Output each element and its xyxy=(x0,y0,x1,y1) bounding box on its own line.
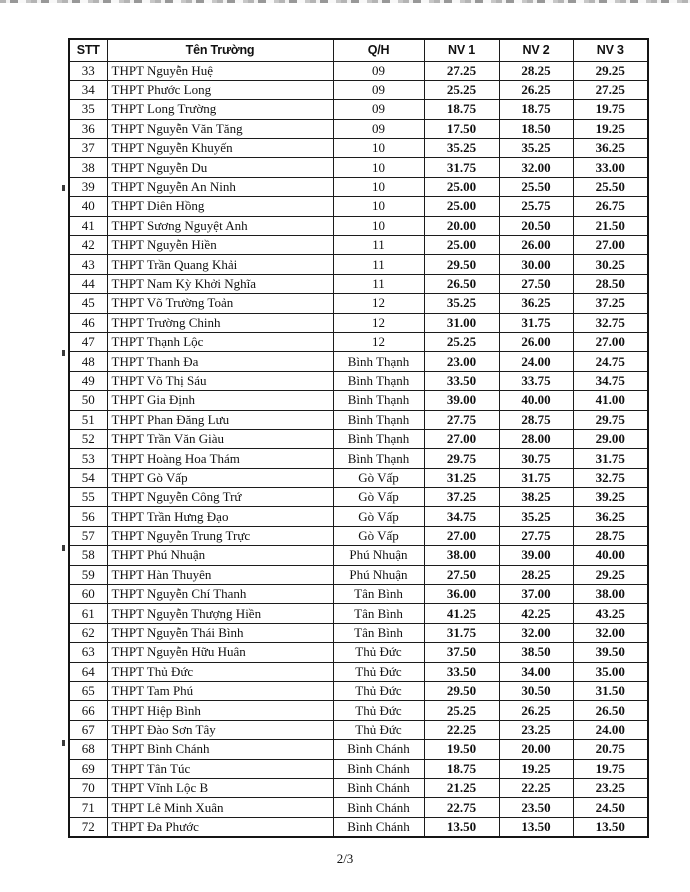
table-row xyxy=(69,449,648,468)
cell-stt: 70 xyxy=(69,778,107,797)
cell-nv2-score: 37.00 xyxy=(499,585,573,604)
table-row xyxy=(69,332,648,351)
cell-school-name: THPT Nguyễn Hữu Huân xyxy=(107,643,333,662)
cell-stt: 56 xyxy=(69,507,107,526)
cell-stt: 47 xyxy=(69,332,107,351)
cell-nv3-score: 33.00 xyxy=(573,158,648,177)
cell-district: Thủ Đức xyxy=(333,701,424,720)
cell-school-name: THPT Nguyễn Chí Thanh xyxy=(107,585,333,604)
cell-nv2-score: 35.25 xyxy=(499,507,573,526)
cell-school-name: THPT Thủ Đức xyxy=(107,662,333,681)
table-row xyxy=(69,798,648,817)
cell-nv3-score: 29.25 xyxy=(573,61,648,80)
table-row xyxy=(69,623,648,642)
cell-nv2-score: 26.25 xyxy=(499,80,573,99)
cell-nv3-score: 26.50 xyxy=(573,701,648,720)
cell-nv2-score: 27.50 xyxy=(499,274,573,293)
column-header-nv1: NV 1 xyxy=(424,39,499,61)
cell-district: Bình Thạnh xyxy=(333,391,424,410)
table-row xyxy=(69,604,648,623)
cell-stt: 57 xyxy=(69,526,107,545)
cell-stt: 40 xyxy=(69,197,107,216)
scan-artifact xyxy=(62,740,65,746)
cell-nv2-score: 34.00 xyxy=(499,662,573,681)
column-header-stt: STT xyxy=(69,39,107,61)
cell-school-name: THPT Phú Nhuận xyxy=(107,546,333,565)
table-row xyxy=(69,682,648,701)
table-row xyxy=(69,507,648,526)
table-row xyxy=(69,255,648,274)
cell-nv2-score: 26.00 xyxy=(499,332,573,351)
cell-district: Bình Thạnh xyxy=(333,449,424,468)
cell-school-name: THPT Sương Nguyệt Anh xyxy=(107,216,333,235)
column-header-nv3: NV 3 xyxy=(573,39,648,61)
cell-nv1-score: 33.50 xyxy=(424,371,499,390)
cell-district: 09 xyxy=(333,80,424,99)
cell-stt: 58 xyxy=(69,546,107,565)
table-row xyxy=(69,468,648,487)
cell-district: 12 xyxy=(333,313,424,332)
cell-stt: 51 xyxy=(69,410,107,429)
cell-district: Bình Thạnh xyxy=(333,352,424,371)
cell-stt: 33 xyxy=(69,61,107,80)
cell-district: Thủ Đức xyxy=(333,662,424,681)
cell-nv1-score: 35.25 xyxy=(424,139,499,158)
cell-nv1-score: 25.25 xyxy=(424,701,499,720)
table-row xyxy=(69,352,648,371)
table-row xyxy=(69,585,648,604)
cell-school-name: THPT Nguyễn Thượng Hiền xyxy=(107,604,333,623)
cell-school-name: THPT Trần Quang Khải xyxy=(107,255,333,274)
scan-artifact xyxy=(62,545,65,551)
table-row xyxy=(69,488,648,507)
table-row xyxy=(69,158,648,177)
cell-stt: 52 xyxy=(69,429,107,448)
cell-school-name: THPT Thanh Đa xyxy=(107,352,333,371)
cell-stt: 53 xyxy=(69,449,107,468)
cell-stt: 68 xyxy=(69,740,107,759)
cell-nv2-score: 26.00 xyxy=(499,236,573,255)
cell-nv2-score: 26.25 xyxy=(499,701,573,720)
cell-district: 11 xyxy=(333,255,424,274)
cell-district: 10 xyxy=(333,216,424,235)
cell-district: Phú Nhuận xyxy=(333,565,424,584)
cell-nv2-score: 31.75 xyxy=(499,313,573,332)
cell-stt: 50 xyxy=(69,391,107,410)
cell-nv1-score: 27.50 xyxy=(424,565,499,584)
cell-nv3-score: 38.00 xyxy=(573,585,648,604)
cell-nv1-score: 25.25 xyxy=(424,80,499,99)
cell-nv2-score: 33.75 xyxy=(499,371,573,390)
cell-nv1-score: 31.75 xyxy=(424,158,499,177)
cell-nv2-score: 20.00 xyxy=(499,740,573,759)
cell-district: Bình Chánh xyxy=(333,778,424,797)
cell-district: Bình Thạnh xyxy=(333,410,424,429)
table-row xyxy=(69,662,648,681)
cell-nv1-score: 22.75 xyxy=(424,798,499,817)
cell-nv3-score: 39.50 xyxy=(573,643,648,662)
cell-school-name: THPT Trần Văn Giàu xyxy=(107,429,333,448)
cell-stt: 62 xyxy=(69,623,107,642)
cell-nv3-score: 32.75 xyxy=(573,313,648,332)
cell-nv2-score: 13.50 xyxy=(499,817,573,836)
cell-district: Thủ Đức xyxy=(333,682,424,701)
cell-nv3-score: 36.25 xyxy=(573,139,648,158)
cell-stt: 63 xyxy=(69,643,107,662)
cell-district: Gò Vấp xyxy=(333,526,424,545)
cell-stt: 59 xyxy=(69,565,107,584)
table-row xyxy=(69,643,648,662)
cell-nv2-score: 27.75 xyxy=(499,526,573,545)
cell-nv2-score: 28.75 xyxy=(499,410,573,429)
cell-nv3-score: 23.25 xyxy=(573,778,648,797)
cell-district: 11 xyxy=(333,274,424,293)
cell-nv2-score: 23.50 xyxy=(499,798,573,817)
cell-nv2-score: 19.25 xyxy=(499,759,573,778)
cell-district: Gò Vấp xyxy=(333,488,424,507)
cell-nv1-score: 27.00 xyxy=(424,429,499,448)
cell-district: 09 xyxy=(333,119,424,138)
cell-district: Bình Chánh xyxy=(333,798,424,817)
table-row xyxy=(69,274,648,293)
cell-nv2-score: 18.50 xyxy=(499,119,573,138)
cell-nv2-score: 30.50 xyxy=(499,682,573,701)
cell-district: Phú Nhuận xyxy=(333,546,424,565)
cell-nv3-score: 37.25 xyxy=(573,294,648,313)
cell-stt: 41 xyxy=(69,216,107,235)
cell-nv1-score: 17.50 xyxy=(424,119,499,138)
table-row xyxy=(69,740,648,759)
cell-school-name: THPT Thạnh Lộc xyxy=(107,332,333,351)
cell-nv1-score: 22.25 xyxy=(424,720,499,739)
cell-stt: 54 xyxy=(69,468,107,487)
cell-stt: 46 xyxy=(69,313,107,332)
cell-nv3-score: 36.25 xyxy=(573,507,648,526)
cell-nv3-score: 29.00 xyxy=(573,429,648,448)
cell-stt: 65 xyxy=(69,682,107,701)
cell-nv3-score: 34.75 xyxy=(573,371,648,390)
cell-school-name: THPT Gia Định xyxy=(107,391,333,410)
cell-nv2-score: 36.25 xyxy=(499,294,573,313)
score-table-body xyxy=(69,61,648,837)
cell-district: Gò Vấp xyxy=(333,507,424,526)
score-table xyxy=(68,38,649,838)
cell-nv1-score: 21.25 xyxy=(424,778,499,797)
cell-stt: 45 xyxy=(69,294,107,313)
cell-school-name: THPT Vĩnh Lộc B xyxy=(107,778,333,797)
scan-artifact xyxy=(62,350,65,356)
cell-nv2-score: 28.00 xyxy=(499,429,573,448)
column-header-school: Tên Trường xyxy=(107,39,333,61)
cell-nv3-score: 24.50 xyxy=(573,798,648,817)
cell-district: Thủ Đức xyxy=(333,720,424,739)
cell-school-name: THPT Đào Sơn Tây xyxy=(107,720,333,739)
cell-nv1-score: 29.50 xyxy=(424,682,499,701)
cell-nv1-score: 27.75 xyxy=(424,410,499,429)
cell-school-name: THPT Võ Trường Toản xyxy=(107,294,333,313)
cell-nv3-score: 29.75 xyxy=(573,410,648,429)
cell-nv1-score: 36.00 xyxy=(424,585,499,604)
cell-district: Bình Thạnh xyxy=(333,371,424,390)
table-row xyxy=(69,410,648,429)
cell-district: Bình Chánh xyxy=(333,817,424,836)
cell-school-name: THPT Nguyễn Du xyxy=(107,158,333,177)
cell-district: Tân Bình xyxy=(333,623,424,642)
cell-school-name: THPT Nguyễn Văn Tăng xyxy=(107,119,333,138)
cell-nv3-score: 35.00 xyxy=(573,662,648,681)
cell-nv3-score: 29.25 xyxy=(573,565,648,584)
cell-stt: 72 xyxy=(69,817,107,836)
cell-nv1-score: 37.25 xyxy=(424,488,499,507)
table-row xyxy=(69,759,648,778)
cell-nv3-score: 21.50 xyxy=(573,216,648,235)
cell-nv1-score: 13.50 xyxy=(424,817,499,836)
table-row xyxy=(69,236,648,255)
table-row xyxy=(69,701,648,720)
scan-artifact xyxy=(62,185,65,191)
cell-district: 10 xyxy=(333,177,424,196)
cell-stt: 36 xyxy=(69,119,107,138)
cell-nv3-score: 19.75 xyxy=(573,759,648,778)
cell-school-name: THPT Nguyễn Công Trứ xyxy=(107,488,333,507)
cell-stt: 44 xyxy=(69,274,107,293)
cell-nv3-score: 28.50 xyxy=(573,274,648,293)
cell-nv2-score: 25.50 xyxy=(499,177,573,196)
cell-district: 10 xyxy=(333,197,424,216)
table-row xyxy=(69,546,648,565)
cell-nv1-score: 31.00 xyxy=(424,313,499,332)
cell-stt: 34 xyxy=(69,80,107,99)
cell-nv2-score: 30.00 xyxy=(499,255,573,274)
cell-nv1-score: 19.50 xyxy=(424,740,499,759)
cell-nv1-score: 25.25 xyxy=(424,332,499,351)
cell-school-name: THPT Lê Minh Xuân xyxy=(107,798,333,817)
cell-nv1-score: 18.75 xyxy=(424,100,499,119)
cell-nv2-score: 35.25 xyxy=(499,139,573,158)
cell-nv1-score: 31.75 xyxy=(424,623,499,642)
cell-school-name: THPT Phan Đăng Lưu xyxy=(107,410,333,429)
cell-school-name: THPT Nguyễn Trung Trực xyxy=(107,526,333,545)
cell-district: 11 xyxy=(333,236,424,255)
cell-district: Gò Vấp xyxy=(333,468,424,487)
cell-district: 09 xyxy=(333,100,424,119)
cell-nv3-score: 24.75 xyxy=(573,352,648,371)
cell-nv3-score: 40.00 xyxy=(573,546,648,565)
cell-nv1-score: 41.25 xyxy=(424,604,499,623)
cell-nv3-score: 31.75 xyxy=(573,449,648,468)
table-row xyxy=(69,119,648,138)
cell-school-name: THPT Phước Long xyxy=(107,80,333,99)
scan-artifact-top xyxy=(0,0,690,3)
cell-nv1-score: 27.00 xyxy=(424,526,499,545)
cell-school-name: THPT Tam Phú xyxy=(107,682,333,701)
cell-nv3-score: 28.75 xyxy=(573,526,648,545)
cell-district: 10 xyxy=(333,139,424,158)
cell-nv1-score: 25.00 xyxy=(424,197,499,216)
table-row xyxy=(69,778,648,797)
cell-stt: 71 xyxy=(69,798,107,817)
page-number: 2/3 xyxy=(336,851,354,866)
cell-nv1-score: 25.00 xyxy=(424,236,499,255)
cell-nv3-score: 19.25 xyxy=(573,119,648,138)
cell-stt: 39 xyxy=(69,177,107,196)
cell-school-name: THPT Nam Kỳ Khởi Nghĩa xyxy=(107,274,333,293)
cell-nv3-score: 27.00 xyxy=(573,332,648,351)
column-header-district: Q/H xyxy=(333,39,424,61)
cell-stt: 38 xyxy=(69,158,107,177)
cell-stt: 48 xyxy=(69,352,107,371)
cell-nv1-score: 27.25 xyxy=(424,61,499,80)
cell-school-name: THPT Nguyễn Thái Bình xyxy=(107,623,333,642)
table-row xyxy=(69,177,648,196)
cell-school-name: THPT Diên Hồng xyxy=(107,197,333,216)
cell-stt: 35 xyxy=(69,100,107,119)
cell-stt: 37 xyxy=(69,139,107,158)
cell-nv3-score: 25.50 xyxy=(573,177,648,196)
table-row xyxy=(69,526,648,545)
cell-nv1-score: 34.75 xyxy=(424,507,499,526)
cell-nv2-score: 40.00 xyxy=(499,391,573,410)
cell-nv2-score: 42.25 xyxy=(499,604,573,623)
cell-district: Bình Chánh xyxy=(333,759,424,778)
table-row xyxy=(69,216,648,235)
cell-nv3-score: 24.00 xyxy=(573,720,648,739)
cell-district: Thủ Đức xyxy=(333,643,424,662)
cell-nv3-score: 39.25 xyxy=(573,488,648,507)
cell-nv3-score: 32.00 xyxy=(573,623,648,642)
table-row xyxy=(69,565,648,584)
cell-nv2-score: 23.25 xyxy=(499,720,573,739)
cell-stt: 49 xyxy=(69,371,107,390)
cell-school-name: THPT Tân Túc xyxy=(107,759,333,778)
cell-district: 12 xyxy=(333,294,424,313)
cell-nv1-score: 29.50 xyxy=(424,255,499,274)
cell-stt: 43 xyxy=(69,255,107,274)
table-row xyxy=(69,429,648,448)
cell-nv2-score: 24.00 xyxy=(499,352,573,371)
cell-nv2-score: 20.50 xyxy=(499,216,573,235)
cell-school-name: THPT Nguyễn Khuyến xyxy=(107,139,333,158)
table-row xyxy=(69,61,648,80)
cell-school-name: THPT Hàn Thuyên xyxy=(107,565,333,584)
cell-nv3-score: 32.75 xyxy=(573,468,648,487)
cell-district: 10 xyxy=(333,158,424,177)
cell-nv2-score: 25.75 xyxy=(499,197,573,216)
table-row xyxy=(69,139,648,158)
cell-nv1-score: 18.75 xyxy=(424,759,499,778)
cell-district: 09 xyxy=(333,61,424,80)
cell-nv2-score: 31.75 xyxy=(499,468,573,487)
table-row xyxy=(69,80,648,99)
cell-stt: 42 xyxy=(69,236,107,255)
cell-nv2-score: 22.25 xyxy=(499,778,573,797)
cell-nv2-score: 39.00 xyxy=(499,546,573,565)
cell-nv3-score: 31.50 xyxy=(573,682,648,701)
cell-nv1-score: 23.00 xyxy=(424,352,499,371)
cell-nv1-score: 33.50 xyxy=(424,662,499,681)
cell-stt: 67 xyxy=(69,720,107,739)
cell-nv3-score: 26.75 xyxy=(573,197,648,216)
cell-nv3-score: 20.75 xyxy=(573,740,648,759)
cell-nv1-score: 38.00 xyxy=(424,546,499,565)
cell-district: Bình Thạnh xyxy=(333,429,424,448)
table-row xyxy=(69,720,648,739)
cell-school-name: THPT Trần Hưng Đạo xyxy=(107,507,333,526)
table-row xyxy=(69,197,648,216)
cell-nv1-score: 31.25 xyxy=(424,468,499,487)
cell-nv1-score: 39.00 xyxy=(424,391,499,410)
cell-stt: 64 xyxy=(69,662,107,681)
cell-district: Tân Bình xyxy=(333,604,424,623)
cell-school-name: THPT Nguyễn Huệ xyxy=(107,61,333,80)
table-row xyxy=(69,100,648,119)
cell-school-name: THPT Trường Chinh xyxy=(107,313,333,332)
cell-stt: 60 xyxy=(69,585,107,604)
cell-district: Bình Chánh xyxy=(333,740,424,759)
cell-school-name: THPT Hoàng Hoa Thám xyxy=(107,449,333,468)
cell-nv2-score: 38.25 xyxy=(499,488,573,507)
cell-school-name: THPT Võ Thị Sáu xyxy=(107,371,333,390)
table-row xyxy=(69,371,648,390)
cell-nv3-score: 13.50 xyxy=(573,817,648,836)
cell-nv1-score: 35.25 xyxy=(424,294,499,313)
table-row xyxy=(69,313,648,332)
cell-school-name: THPT Bình Chánh xyxy=(107,740,333,759)
cell-school-name: THPT Đa Phước xyxy=(107,817,333,836)
cell-stt: 61 xyxy=(69,604,107,623)
table-row xyxy=(69,391,648,410)
cell-stt: 66 xyxy=(69,701,107,720)
cell-stt: 55 xyxy=(69,488,107,507)
cell-nv2-score: 32.00 xyxy=(499,623,573,642)
cell-nv2-score: 38.50 xyxy=(499,643,573,662)
cell-nv1-score: 25.00 xyxy=(424,177,499,196)
cell-nv3-score: 43.25 xyxy=(573,604,648,623)
cell-nv3-score: 27.00 xyxy=(573,236,648,255)
cell-school-name: THPT Nguyễn Hiền xyxy=(107,236,333,255)
cell-school-name: THPT Gò Vấp xyxy=(107,468,333,487)
cell-stt: 69 xyxy=(69,759,107,778)
cell-nv1-score: 20.00 xyxy=(424,216,499,235)
cell-nv1-score: 37.50 xyxy=(424,643,499,662)
cell-nv1-score: 26.50 xyxy=(424,274,499,293)
cell-school-name: THPT Hiệp Bình xyxy=(107,701,333,720)
cell-nv2-score: 30.75 xyxy=(499,449,573,468)
cell-nv3-score: 19.75 xyxy=(573,100,648,119)
cell-district: Tân Bình xyxy=(333,585,424,604)
cell-nv3-score: 41.00 xyxy=(573,391,648,410)
cell-district: 12 xyxy=(333,332,424,351)
table-row xyxy=(69,817,648,836)
cell-nv3-score: 27.25 xyxy=(573,80,648,99)
cell-nv1-score: 29.75 xyxy=(424,449,499,468)
column-header-nv2: NV 2 xyxy=(499,39,573,61)
cell-nv2-score: 28.25 xyxy=(499,565,573,584)
table-row xyxy=(69,294,648,313)
cell-school-name: THPT Long Trường xyxy=(107,100,333,119)
cell-nv2-score: 28.25 xyxy=(499,61,573,80)
cell-nv2-score: 32.00 xyxy=(499,158,573,177)
cell-nv3-score: 30.25 xyxy=(573,255,648,274)
table-header-row xyxy=(69,39,648,61)
cell-nv2-score: 18.75 xyxy=(499,100,573,119)
cell-school-name: THPT Nguyễn An Ninh xyxy=(107,177,333,196)
